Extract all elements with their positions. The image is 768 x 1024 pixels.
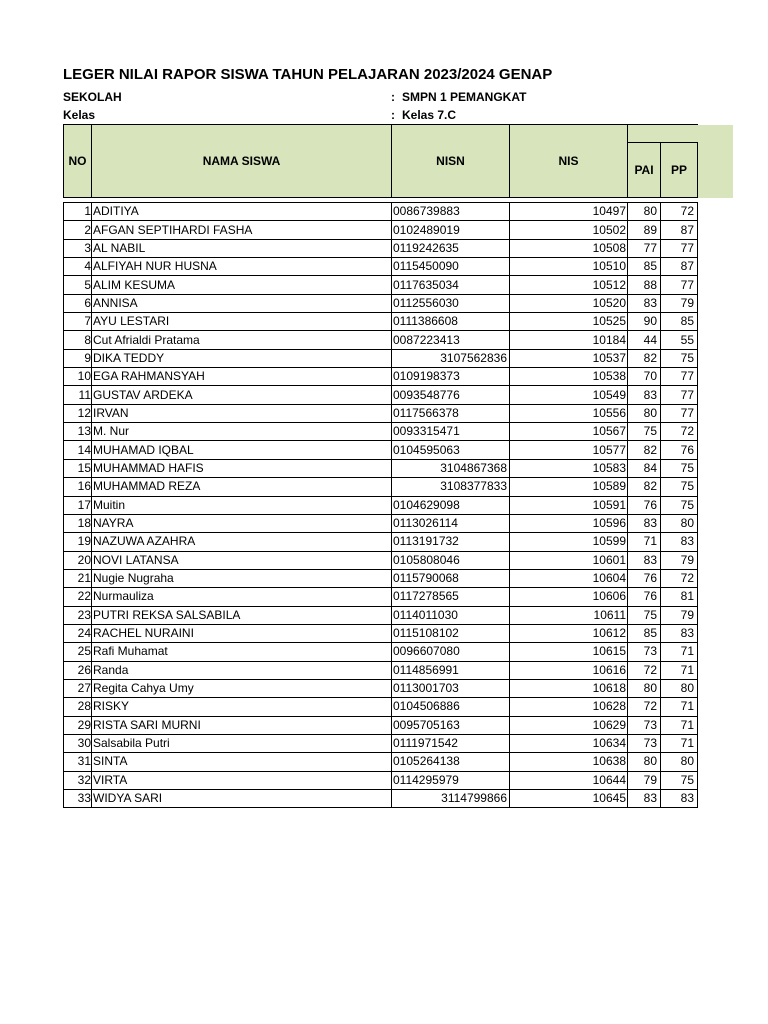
student-name-cell: VIRTA bbox=[92, 771, 392, 789]
pai-score-cell: 79 bbox=[628, 771, 661, 789]
student-name-cell: Randa bbox=[92, 661, 392, 679]
row-no-cell: 25 bbox=[64, 643, 92, 661]
pai-score-cell: 73 bbox=[628, 716, 661, 734]
student-name-cell: Nugie Nugraha bbox=[92, 569, 392, 587]
student-name-cell: RACHEL NURAINI bbox=[92, 624, 392, 642]
header-pp: PP bbox=[661, 143, 698, 198]
pp-score-cell: 79 bbox=[661, 551, 698, 569]
nisn-cell: 0112556030 bbox=[392, 294, 510, 312]
nis-cell: 10537 bbox=[510, 349, 628, 367]
pai-score-cell: 76 bbox=[628, 496, 661, 514]
nisn-cell: 0119242635 bbox=[392, 239, 510, 257]
pp-score-cell: 72 bbox=[661, 203, 698, 221]
pai-score-cell: 83 bbox=[628, 386, 661, 404]
row-no-cell: 7 bbox=[64, 313, 92, 331]
sekolah-label: SEKOLAH bbox=[63, 90, 122, 104]
nisn-cell: 0117635034 bbox=[392, 276, 510, 294]
nis-cell: 10512 bbox=[510, 276, 628, 294]
table-row bbox=[64, 643, 698, 661]
pp-score-cell: 75 bbox=[661, 771, 698, 789]
student-name-cell: MUHAMMAD REZA bbox=[92, 478, 392, 496]
header-fill-extension bbox=[697, 125, 733, 198]
nis-cell: 10629 bbox=[510, 716, 628, 734]
pai-score-cell: 77 bbox=[628, 239, 661, 257]
pp-score-cell: 83 bbox=[661, 790, 698, 808]
row-no-cell: 10 bbox=[64, 368, 92, 386]
pai-score-cell: 72 bbox=[628, 698, 661, 716]
nis-cell: 10599 bbox=[510, 533, 628, 551]
pai-score-cell: 83 bbox=[628, 551, 661, 569]
nisn-cell: 0113001703 bbox=[392, 679, 510, 697]
nisn-cell: 0105264138 bbox=[392, 753, 510, 771]
pai-score-cell: 75 bbox=[628, 606, 661, 624]
table-row bbox=[64, 496, 698, 514]
nis-cell: 10577 bbox=[510, 441, 628, 459]
student-name-cell: MUHAMMAD HAFIS bbox=[92, 459, 392, 477]
nis-cell: 10601 bbox=[510, 551, 628, 569]
nis-cell: 10615 bbox=[510, 643, 628, 661]
table-row bbox=[64, 349, 698, 367]
row-no-cell: 22 bbox=[64, 588, 92, 606]
nisn-cell: 0114011030 bbox=[392, 606, 510, 624]
row-no-cell: 26 bbox=[64, 661, 92, 679]
student-name-cell: Rafi Muhamat bbox=[92, 643, 392, 661]
pp-score-cell: 80 bbox=[661, 679, 698, 697]
pp-score-cell: 72 bbox=[661, 569, 698, 587]
header-no: NO bbox=[64, 125, 92, 198]
table-row bbox=[64, 478, 698, 496]
pai-score-cell: 44 bbox=[628, 331, 661, 349]
table-row bbox=[64, 698, 698, 716]
pai-score-cell: 80 bbox=[628, 203, 661, 221]
table-row bbox=[64, 386, 698, 404]
nisn-cell: 0114856991 bbox=[392, 661, 510, 679]
header-nisn: NISN bbox=[392, 125, 510, 198]
nisn-cell: 0093315471 bbox=[392, 423, 510, 441]
nis-cell: 10510 bbox=[510, 258, 628, 276]
nisn-cell: 0087223413 bbox=[392, 331, 510, 349]
row-no-cell: 9 bbox=[64, 349, 92, 367]
header-nama-siswa: NAMA SISWA bbox=[92, 125, 392, 198]
nis-cell: 10645 bbox=[510, 790, 628, 808]
row-no-cell: 17 bbox=[64, 496, 92, 514]
row-no-cell: 29 bbox=[64, 716, 92, 734]
nis-cell: 10583 bbox=[510, 459, 628, 477]
nisn-cell: 3108377833 bbox=[392, 478, 510, 496]
nis-cell: 10644 bbox=[510, 771, 628, 789]
pp-score-cell: 76 bbox=[661, 441, 698, 459]
table-row bbox=[64, 459, 698, 477]
nis-cell: 10612 bbox=[510, 624, 628, 642]
pp-score-cell: 85 bbox=[661, 313, 698, 331]
pp-score-cell: 80 bbox=[661, 514, 698, 532]
nisn-cell: 0109198373 bbox=[392, 368, 510, 386]
pai-score-cell: 82 bbox=[628, 441, 661, 459]
pai-score-cell: 88 bbox=[628, 276, 661, 294]
pp-score-cell: 87 bbox=[661, 221, 698, 239]
nisn-cell: 0111386608 bbox=[392, 313, 510, 331]
nisn-cell: 0102489019 bbox=[392, 221, 510, 239]
pp-score-cell: 77 bbox=[661, 386, 698, 404]
row-no-cell: 24 bbox=[64, 624, 92, 642]
table-row bbox=[64, 588, 698, 606]
pp-score-cell: 55 bbox=[661, 331, 698, 349]
nis-cell: 10628 bbox=[510, 698, 628, 716]
pp-score-cell: 71 bbox=[661, 661, 698, 679]
nisn-cell: 0113191732 bbox=[392, 533, 510, 551]
nisn-cell: 3107562836 bbox=[392, 349, 510, 367]
page-title: LEGER NILAI RAPOR SISWA TAHUN PELAJARAN 2023/2024 GENAP bbox=[63, 66, 553, 83]
pp-score-cell: 71 bbox=[661, 734, 698, 752]
table-row bbox=[64, 790, 698, 808]
nisn-cell: 0105808046 bbox=[392, 551, 510, 569]
pp-score-cell: 75 bbox=[661, 349, 698, 367]
table-row bbox=[64, 716, 698, 734]
pp-score-cell: 72 bbox=[661, 423, 698, 441]
pai-score-cell: 70 bbox=[628, 368, 661, 386]
student-name-cell: NOVI LATANSA bbox=[92, 551, 392, 569]
pp-score-cell: 75 bbox=[661, 478, 698, 496]
student-name-cell: AFGAN SEPTIHARDI FASHA bbox=[92, 221, 392, 239]
kelas-value: Kelas 7.C bbox=[402, 108, 457, 122]
student-name-cell: RISTA SARI MURNI bbox=[92, 716, 392, 734]
row-no-cell: 33 bbox=[64, 790, 92, 808]
student-name-cell: Cut Afrialdi Pratama bbox=[92, 331, 392, 349]
nis-cell: 10589 bbox=[510, 478, 628, 496]
row-no-cell: 8 bbox=[64, 331, 92, 349]
nis-cell: 10508 bbox=[510, 239, 628, 257]
sekolah-separator: : bbox=[391, 90, 395, 104]
student-name-cell: M. Nur bbox=[92, 423, 392, 441]
nis-cell: 10549 bbox=[510, 386, 628, 404]
table-row bbox=[64, 533, 698, 551]
nis-cell: 10520 bbox=[510, 294, 628, 312]
nis-cell: 10497 bbox=[510, 203, 628, 221]
nisn-cell: 0115108102 bbox=[392, 624, 510, 642]
student-name-cell: ALFIYAH NUR HUSNA bbox=[92, 258, 392, 276]
pp-score-cell: 80 bbox=[661, 753, 698, 771]
pai-score-cell: 82 bbox=[628, 478, 661, 496]
pp-score-cell: 77 bbox=[661, 368, 698, 386]
nisn-cell: 0111971542 bbox=[392, 734, 510, 752]
table-row bbox=[64, 753, 698, 771]
nis-cell: 10611 bbox=[510, 606, 628, 624]
nisn-cell: 0086739883 bbox=[392, 203, 510, 221]
nisn-cell: 0095705163 bbox=[392, 716, 510, 734]
row-no-cell: 11 bbox=[64, 386, 92, 404]
pai-score-cell: 90 bbox=[628, 313, 661, 331]
pai-score-cell: 80 bbox=[628, 679, 661, 697]
student-name-cell: PUTRI REKSA SALSABILA bbox=[92, 606, 392, 624]
pp-score-cell: 75 bbox=[661, 496, 698, 514]
pp-score-cell: 81 bbox=[661, 588, 698, 606]
pai-score-cell: 73 bbox=[628, 734, 661, 752]
row-no-cell: 15 bbox=[64, 459, 92, 477]
table-row bbox=[64, 368, 698, 386]
pp-score-cell: 83 bbox=[661, 624, 698, 642]
pai-score-cell: 76 bbox=[628, 569, 661, 587]
nis-cell: 10634 bbox=[510, 734, 628, 752]
nisn-cell: 0117566378 bbox=[392, 404, 510, 422]
nis-cell: 10606 bbox=[510, 588, 628, 606]
row-no-cell: 6 bbox=[64, 294, 92, 312]
pp-score-cell: 77 bbox=[661, 404, 698, 422]
row-no-cell: 30 bbox=[64, 734, 92, 752]
student-name-cell: SINTA bbox=[92, 753, 392, 771]
student-name-cell: Nurmauliza bbox=[92, 588, 392, 606]
table-row bbox=[64, 404, 698, 422]
student-name-cell: Muitin bbox=[92, 496, 392, 514]
nis-cell: 10596 bbox=[510, 514, 628, 532]
row-no-cell: 21 bbox=[64, 569, 92, 587]
pai-score-cell: 89 bbox=[628, 221, 661, 239]
pai-score-cell: 75 bbox=[628, 423, 661, 441]
pp-score-cell: 77 bbox=[661, 276, 698, 294]
nis-cell: 10604 bbox=[510, 569, 628, 587]
student-name-cell: EGA RAHMANSYAH bbox=[92, 368, 392, 386]
student-name-cell: ADITIYA bbox=[92, 203, 392, 221]
table-row bbox=[64, 313, 698, 331]
pai-score-cell: 80 bbox=[628, 404, 661, 422]
row-no-cell: 31 bbox=[64, 753, 92, 771]
student-name-cell: WIDYA SARI bbox=[92, 790, 392, 808]
pai-score-cell: 82 bbox=[628, 349, 661, 367]
table-row bbox=[64, 239, 698, 257]
pp-score-cell: 87 bbox=[661, 258, 698, 276]
pai-score-cell: 83 bbox=[628, 790, 661, 808]
table-row bbox=[64, 441, 698, 459]
sekolah-value: SMPN 1 PEMANGKAT bbox=[402, 90, 527, 104]
student-name-cell: Salsabila Putri bbox=[92, 734, 392, 752]
student-name-cell: Regita Cahya Umy bbox=[92, 679, 392, 697]
nisn-cell: 0115790068 bbox=[392, 569, 510, 587]
pp-score-cell: 77 bbox=[661, 239, 698, 257]
nis-cell: 10502 bbox=[510, 221, 628, 239]
pai-score-cell: 83 bbox=[628, 514, 661, 532]
pp-score-cell: 79 bbox=[661, 294, 698, 312]
row-no-cell: 27 bbox=[64, 679, 92, 697]
row-no-cell: 3 bbox=[64, 239, 92, 257]
pai-score-cell: 73 bbox=[628, 643, 661, 661]
student-name-cell: AYU LESTARI bbox=[92, 313, 392, 331]
table-row bbox=[64, 551, 698, 569]
table-row bbox=[64, 606, 698, 624]
header-subject-group bbox=[628, 125, 698, 143]
nisn-cell: 3114799866 bbox=[392, 790, 510, 808]
student-name-cell: ALIM KESUMA bbox=[92, 276, 392, 294]
nisn-cell: 3104867368 bbox=[392, 459, 510, 477]
pai-score-cell: 83 bbox=[628, 294, 661, 312]
pai-score-cell: 85 bbox=[628, 624, 661, 642]
kelas-label: Kelas bbox=[63, 108, 96, 122]
table-row bbox=[64, 569, 698, 587]
row-no-cell: 14 bbox=[64, 441, 92, 459]
student-name-cell: RISKY bbox=[92, 698, 392, 716]
nisn-cell: 0113026114 bbox=[392, 514, 510, 532]
table-row bbox=[64, 661, 698, 679]
row-no-cell: 4 bbox=[64, 258, 92, 276]
header-nis: NIS bbox=[510, 125, 628, 198]
table-row bbox=[64, 771, 698, 789]
student-name-cell: ANNISA bbox=[92, 294, 392, 312]
student-name-cell: AL NABIL bbox=[92, 239, 392, 257]
table-row bbox=[64, 258, 698, 276]
pai-score-cell: 80 bbox=[628, 753, 661, 771]
student-name-cell: GUSTAV ARDEKA bbox=[92, 386, 392, 404]
table-row bbox=[64, 423, 698, 441]
pp-score-cell: 79 bbox=[661, 606, 698, 624]
pp-score-cell: 71 bbox=[661, 698, 698, 716]
row-no-cell: 19 bbox=[64, 533, 92, 551]
nis-cell: 10184 bbox=[510, 331, 628, 349]
pai-score-cell: 85 bbox=[628, 258, 661, 276]
row-no-cell: 28 bbox=[64, 698, 92, 716]
pai-score-cell: 71 bbox=[628, 533, 661, 551]
nisn-cell: 0104595063 bbox=[392, 441, 510, 459]
nis-cell: 10618 bbox=[510, 679, 628, 697]
row-no-cell: 5 bbox=[64, 276, 92, 294]
pai-score-cell: 72 bbox=[628, 661, 661, 679]
row-no-cell: 20 bbox=[64, 551, 92, 569]
table-row bbox=[64, 514, 698, 532]
nis-cell: 10638 bbox=[510, 753, 628, 771]
student-name-cell: IRVAN bbox=[92, 404, 392, 422]
row-no-cell: 13 bbox=[64, 423, 92, 441]
nisn-cell: 0104506886 bbox=[392, 698, 510, 716]
pai-score-cell: 76 bbox=[628, 588, 661, 606]
header-pai: PAI bbox=[628, 143, 661, 198]
nisn-cell: 0104629098 bbox=[392, 496, 510, 514]
student-name-cell: DIKA TEDDY bbox=[92, 349, 392, 367]
student-name-cell: NAZUWA AZAHRA bbox=[92, 533, 392, 551]
kelas-separator: : bbox=[391, 108, 395, 122]
pp-score-cell: 75 bbox=[661, 459, 698, 477]
nis-cell: 10556 bbox=[510, 404, 628, 422]
pp-score-cell: 71 bbox=[661, 716, 698, 734]
nisn-cell: 0114295979 bbox=[392, 771, 510, 789]
table-row bbox=[64, 294, 698, 312]
nis-cell: 10591 bbox=[510, 496, 628, 514]
nis-cell: 10538 bbox=[510, 368, 628, 386]
nis-cell: 10567 bbox=[510, 423, 628, 441]
row-no-cell: 23 bbox=[64, 606, 92, 624]
row-no-cell: 16 bbox=[64, 478, 92, 496]
nisn-cell: 0115450090 bbox=[392, 258, 510, 276]
pp-score-cell: 83 bbox=[661, 533, 698, 551]
nis-cell: 10616 bbox=[510, 661, 628, 679]
table-row bbox=[64, 203, 698, 221]
pai-score-cell: 84 bbox=[628, 459, 661, 477]
table-row bbox=[64, 221, 698, 239]
table-row bbox=[64, 276, 698, 294]
nisn-cell: 0096607080 bbox=[392, 643, 510, 661]
nis-cell: 10525 bbox=[510, 313, 628, 331]
table-row bbox=[64, 331, 698, 349]
row-no-cell: 12 bbox=[64, 404, 92, 422]
nisn-cell: 0093548776 bbox=[392, 386, 510, 404]
row-no-cell: 32 bbox=[64, 771, 92, 789]
row-no-cell: 18 bbox=[64, 514, 92, 532]
table-row bbox=[64, 679, 698, 697]
nisn-cell: 0117278565 bbox=[392, 588, 510, 606]
student-name-cell: MUHAMAD IQBAL bbox=[92, 441, 392, 459]
row-no-cell: 1 bbox=[64, 203, 92, 221]
student-name-cell: NAYRA bbox=[92, 514, 392, 532]
table-row bbox=[64, 734, 698, 752]
row-no-cell: 2 bbox=[64, 221, 92, 239]
grade-ledger-table bbox=[63, 124, 698, 808]
pp-score-cell: 71 bbox=[661, 643, 698, 661]
table-row bbox=[64, 624, 698, 642]
